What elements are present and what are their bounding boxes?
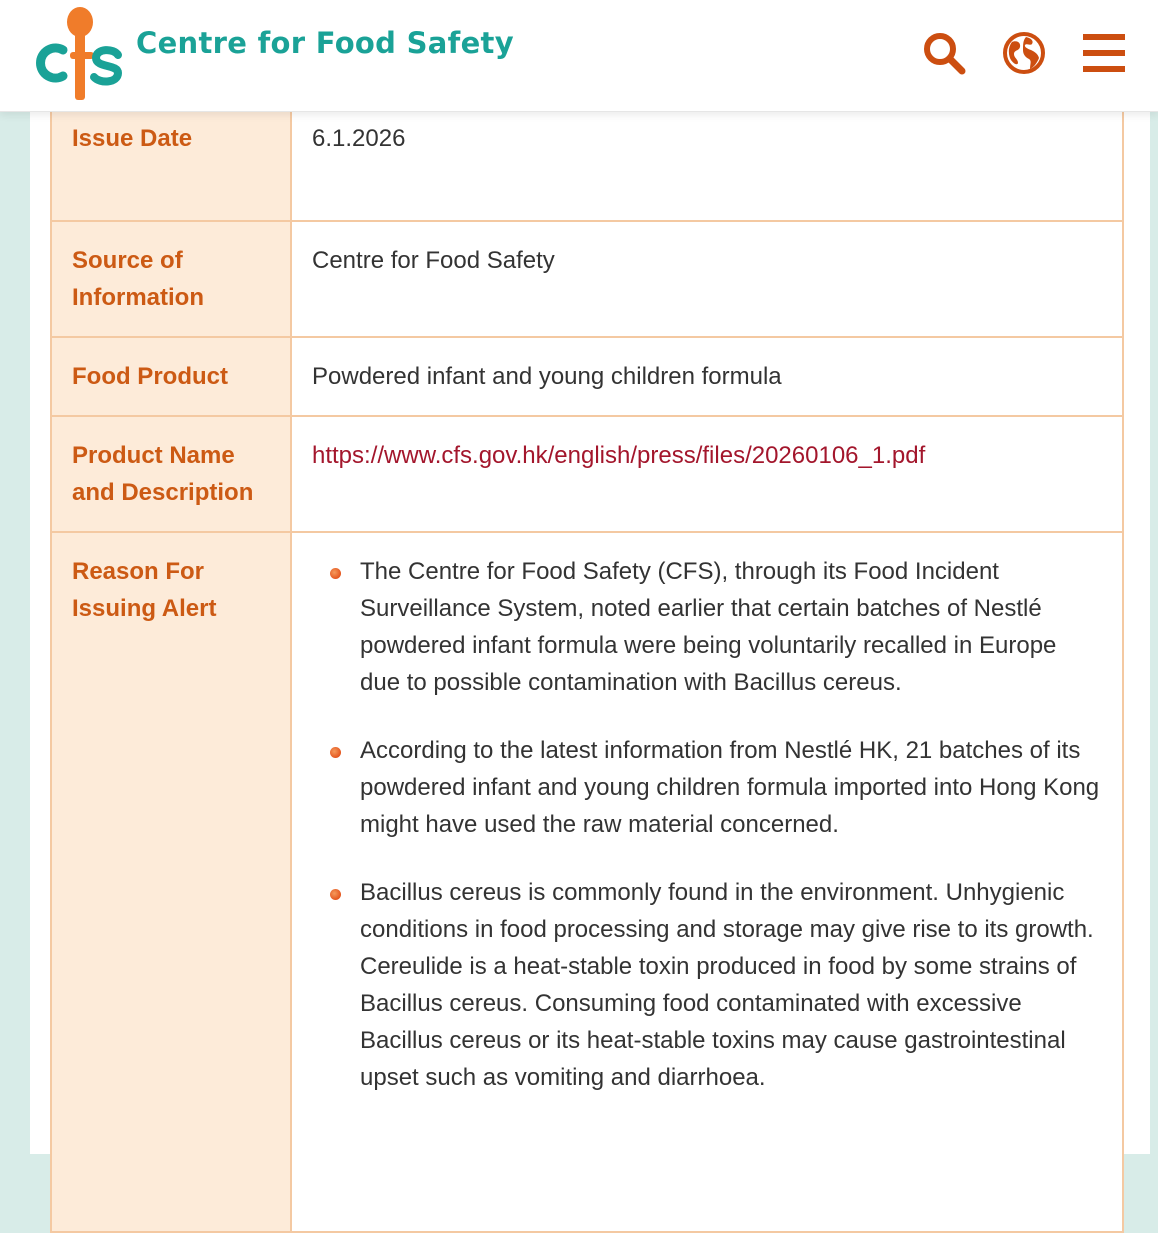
source-value: Centre for Food Safety — [291, 221, 1123, 337]
issue-date-value: 6.1.2026 — [291, 97, 1123, 221]
cfs-logo[interactable] — [30, 6, 125, 104]
bullet-dot-icon — [330, 747, 341, 758]
reason-bullet-list — [312, 553, 1102, 1096]
reason-bullet-text: Bacillus cereus is commonly found in the environment. Unhygienic conditions in food processing and storage may give rise to its growth. Cereulide is a heat-stable toxin produced in food by some strains of Bacillus cereus. Consuming food contaminated with excessive Bacillus cereus or its heat-stable toxins may cause gastrointestinal upset such as vomiting and diarrhoea. — [360, 879, 1094, 1091]
search-button[interactable] — [921, 30, 967, 76]
list-item — [360, 732, 1102, 843]
reason-label — [51, 532, 291, 1232]
food-product-value: Powdered infant and young children formula — [291, 337, 1123, 416]
menu-icon — [1081, 30, 1127, 76]
list-item — [360, 553, 1102, 701]
table-row — [51, 97, 1123, 221]
press-release-pdf-link[interactable]: https://www.cfs.gov.hk/english/press/files/20260106_1.pdf — [312, 442, 926, 469]
site-header — [0, 0, 1158, 112]
bullet-dot-icon — [330, 568, 341, 579]
source-label-line2: Information — [72, 284, 204, 311]
food-alert-table — [50, 96, 1124, 1233]
reason-label-line2: Issuing Alert — [72, 595, 217, 622]
bullet-dot-icon — [330, 889, 341, 900]
food-product-label: Food Product — [51, 337, 291, 416]
table-row — [51, 532, 1123, 1232]
source-label — [51, 221, 291, 337]
table-row — [51, 337, 1123, 416]
menu-button[interactable] — [1081, 30, 1127, 76]
source-label-line1: Source of — [72, 247, 183, 274]
issue-date-label: Issue Date — [51, 97, 291, 221]
product-name-value — [291, 416, 1123, 532]
search-icon — [921, 30, 967, 76]
globe-icon — [1001, 30, 1047, 76]
table-row — [51, 221, 1123, 337]
site-title[interactable]: Centre for Food Safety — [136, 26, 514, 60]
product-name-label — [51, 416, 291, 532]
product-name-label-line2: and Description — [72, 479, 254, 506]
list-item — [360, 874, 1102, 1096]
reason-bullet-text: The Centre for Food Safety (CFS), through its Food Incident Surveillance System, noted earlier that certain batches of Nestlé powdered infant formula were being voluntarily recalled in Europe due to possible contamination with Bacillus cereus. — [360, 558, 1057, 696]
language-button[interactable] — [1001, 30, 1047, 76]
product-name-label-line1: Product Name — [72, 442, 235, 469]
table-row — [51, 416, 1123, 532]
reason-label-line1: Reason For — [72, 558, 205, 585]
reason-value — [291, 532, 1123, 1232]
reason-bullet-text: According to the latest information from Nestlé HK, 21 batches of its powdered infant and young children formula imported into Hong Kong might have used the raw material concerned. — [360, 737, 1100, 838]
